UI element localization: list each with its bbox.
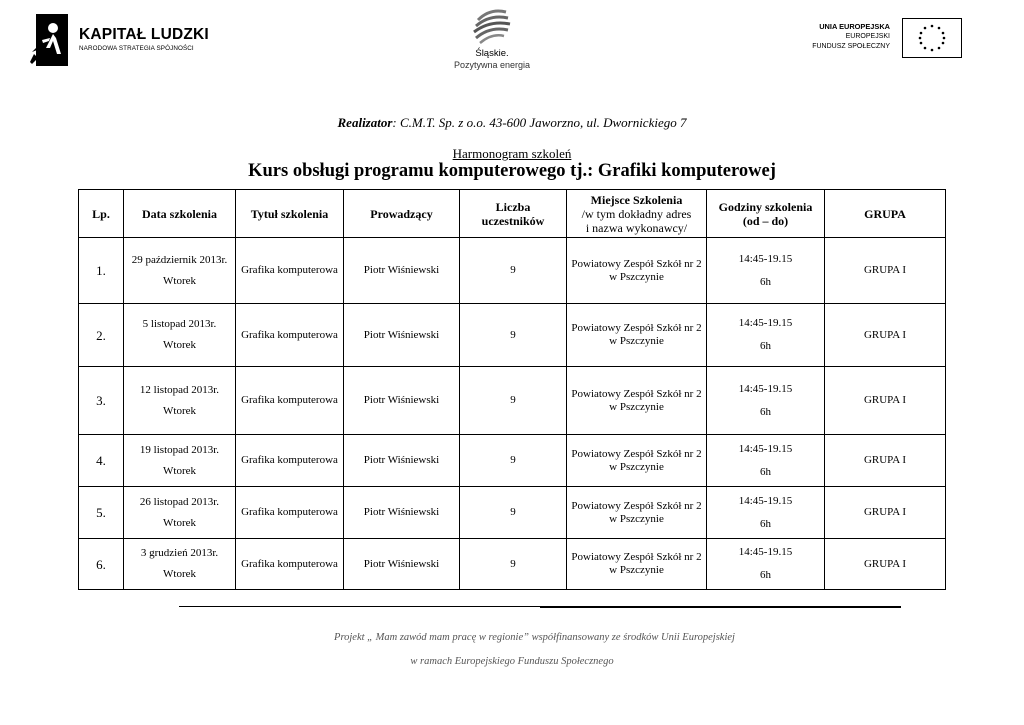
- cell-hours: [707, 238, 825, 304]
- cell-date: [124, 435, 236, 487]
- footer-project-line: Projekt „ Mam zawód mam pracę w regionie” współfinansowany ze środków Unii Europejskiej: [334, 632, 735, 643]
- header-place-line3: i nazwa wykonawcy/: [585, 220, 688, 235]
- cell-lp: 3.: [79, 367, 124, 435]
- header-count-line1: Liczba: [495, 199, 531, 214]
- cell-count: 9: [460, 238, 567, 304]
- cell-time: 14:45-19.15: [738, 382, 793, 395]
- cell-place: [567, 304, 707, 367]
- cell-place: [567, 367, 707, 435]
- footer-rule-right: [540, 606, 901, 608]
- header-count-line2: uczestników: [481, 213, 545, 228]
- eu-line1: UNIA EUROPEJSKA: [819, 22, 890, 31]
- cell-place-line1: Powiatowy Zespół Szkół nr 2: [571, 551, 702, 563]
- cell-title: Grafika komputerowa: [236, 304, 344, 367]
- cell-hours: [707, 435, 825, 487]
- header-place-line2: /w tym dokładny adres: [581, 206, 692, 221]
- cell-hours: [707, 487, 825, 539]
- cell-trainer: Piotr Wiśniewski: [344, 435, 460, 487]
- cell-count: 9: [460, 435, 567, 487]
- slaskie-waves-icon: [468, 6, 516, 46]
- header-date: Data szkolenia: [124, 190, 236, 238]
- cell-date-value: 5 listopad 2013r.: [142, 318, 217, 330]
- cell-title: Grafika komputerowa: [236, 367, 344, 435]
- cell-day-value: Wtorek: [163, 339, 196, 351]
- cell-day-value: Wtorek: [163, 274, 196, 287]
- cell-duration: 6h: [760, 517, 771, 530]
- cell-count: 9: [460, 304, 567, 367]
- cell-duration: 6h: [760, 465, 771, 478]
- cell-duration: 6h: [760, 405, 771, 418]
- cell-place-line1: Powiatowy Zespół Szkół nr 2: [571, 322, 702, 334]
- header-place: [567, 190, 707, 238]
- cell-day-value: Wtorek: [163, 464, 196, 477]
- header-hours-line1: Godziny szkolenia: [718, 199, 813, 214]
- cell-count: 9: [460, 487, 567, 539]
- cell-place-line2: w Pszczynie: [609, 335, 664, 347]
- cell-count: 9: [460, 367, 567, 435]
- cell-date-value: 3 grudzień 2013r.: [140, 547, 219, 559]
- cell-date: [124, 238, 236, 304]
- cell-lp: 6.: [79, 539, 124, 590]
- cell-group: GRUPA I: [825, 487, 946, 539]
- kapital-ludzki-emblem-icon: [30, 14, 68, 66]
- kapital-ludzki-logo: [30, 14, 220, 66]
- cell-date-value: 29 październik 2013r.: [131, 253, 228, 266]
- cell-place-line1: Powiatowy Zespół Szkół nr 2: [571, 499, 702, 512]
- header-hours: [707, 190, 825, 238]
- cell-group: GRUPA I: [825, 367, 946, 435]
- cell-lp: 1.: [79, 238, 124, 304]
- cell-trainer: Piotr Wiśniewski: [344, 487, 460, 539]
- kapital-ludzki-title: KAPITAŁ LUDZKI: [79, 26, 209, 43]
- table-row: [79, 435, 946, 487]
- realizator-text: : C.M.T. Sp. z o.o. 43-600 Jaworzno, ul. Dwornickiego 7: [392, 115, 687, 130]
- header-trainer: Prowadzący: [344, 190, 460, 238]
- table-row: [79, 539, 946, 590]
- cell-date-value: 12 listopad 2013r.: [139, 383, 220, 396]
- harmonogram-heading: Harmonogram szkoleń: [452, 146, 572, 161]
- header-lp: Lp.: [79, 190, 124, 238]
- table-header-row: [79, 190, 946, 238]
- cell-place-line1: Powiatowy Zespół Szkół nr 2: [571, 387, 702, 400]
- eu-logo-text: [812, 22, 890, 52]
- cell-hours: [707, 539, 825, 590]
- cell-place: [567, 539, 707, 590]
- schedule-table: [78, 189, 946, 590]
- cell-duration: 6h: [760, 569, 771, 581]
- cell-group: GRUPA I: [825, 238, 946, 304]
- cell-place-line1: Powiatowy Zespół Szkół nr 2: [571, 447, 702, 460]
- footer-fund-line: w ramach Europejskiego Funduszu Społecznego: [410, 656, 614, 667]
- eu-flag-icon: [902, 18, 962, 58]
- table-row: [79, 304, 946, 367]
- realizator-label: Realizator: [337, 115, 393, 130]
- cell-hours: [707, 367, 825, 435]
- cell-trainer: Piotr Wiśniewski: [344, 304, 460, 367]
- cell-time: 14:45-19.15: [738, 317, 793, 329]
- realizator-line: [0, 115, 1024, 131]
- cell-place-line2: w Pszczynie: [609, 400, 664, 413]
- cell-duration: 6h: [760, 340, 771, 352]
- cell-place-line2: w Pszczynie: [609, 270, 664, 283]
- cell-group: GRUPA I: [825, 304, 946, 367]
- cell-time: 14:45-19.15: [738, 494, 793, 507]
- cell-place-line2: w Pszczynie: [609, 460, 664, 473]
- cell-group: GRUPA I: [825, 435, 946, 487]
- cell-place: [567, 238, 707, 304]
- cell-hours: [707, 304, 825, 367]
- cell-time: 14:45-19.15: [738, 252, 793, 265]
- cell-date: [124, 487, 236, 539]
- cell-lp: 4.: [79, 435, 124, 487]
- cell-duration: 6h: [760, 275, 771, 288]
- cell-place-line1: Powiatowy Zespół Szkół nr 2: [571, 257, 702, 270]
- cell-time: 14:45-19.15: [738, 546, 793, 558]
- cell-date: [124, 539, 236, 590]
- table-row: [79, 487, 946, 539]
- cell-time: 14:45-19.15: [738, 442, 793, 455]
- cell-place-line2: w Pszczynie: [609, 564, 664, 576]
- cell-day-value: Wtorek: [163, 568, 196, 580]
- cell-place-line2: w Pszczynie: [609, 512, 664, 525]
- cell-title: Grafika komputerowa: [236, 435, 344, 487]
- cell-title: Grafika komputerowa: [236, 238, 344, 304]
- course-title: Kurs obsługi programu komputerowego tj.: Grafiki komputerowej: [248, 161, 776, 181]
- eu-line2: EUROPEJSKI: [845, 33, 890, 40]
- cell-place: [567, 435, 707, 487]
- cell-count: 9: [460, 539, 567, 590]
- cell-day-value: Wtorek: [163, 516, 196, 529]
- eu-line3: FUNDUSZ SPOŁECZNY: [812, 43, 890, 50]
- cell-date-value: 26 listopad 2013r.: [139, 495, 220, 508]
- cell-date: [124, 304, 236, 367]
- slaskie-tagline: Pozytywna energia: [453, 60, 531, 70]
- kapital-ludzki-subtitle: NARODOWA STRATEGIA SPÓJNOŚCI: [79, 45, 194, 52]
- cell-place: [567, 487, 707, 539]
- eu-logo: [800, 18, 962, 60]
- table-row: [79, 367, 946, 435]
- cell-lp: 2.: [79, 304, 124, 367]
- header-count: [460, 190, 567, 238]
- cell-title: Grafika komputerowa: [236, 539, 344, 590]
- cell-trainer: Piotr Wiśniewski: [344, 539, 460, 590]
- slaskie-logo: [440, 6, 544, 70]
- header-group: GRUPA: [825, 190, 946, 238]
- cell-title: Grafika komputerowa: [236, 487, 344, 539]
- cell-trainer: Piotr Wiśniewski: [344, 238, 460, 304]
- cell-date: [124, 367, 236, 435]
- header-place-line1: Miejsce Szkolenia: [590, 192, 683, 207]
- cell-date-value: 19 listopad 2013r.: [139, 443, 220, 456]
- cell-trainer: Piotr Wiśniewski: [344, 367, 460, 435]
- table-row: [79, 238, 946, 304]
- cell-lp: 5.: [79, 487, 124, 539]
- header-title: Tytuł szkolenia: [236, 190, 344, 238]
- cell-day-value: Wtorek: [163, 404, 196, 417]
- header-hours-line2: (od – do): [742, 213, 789, 228]
- cell-group: GRUPA I: [825, 539, 946, 590]
- footer-rule-left: [179, 606, 540, 607]
- slaskie-name: Śląskie.: [475, 48, 509, 59]
